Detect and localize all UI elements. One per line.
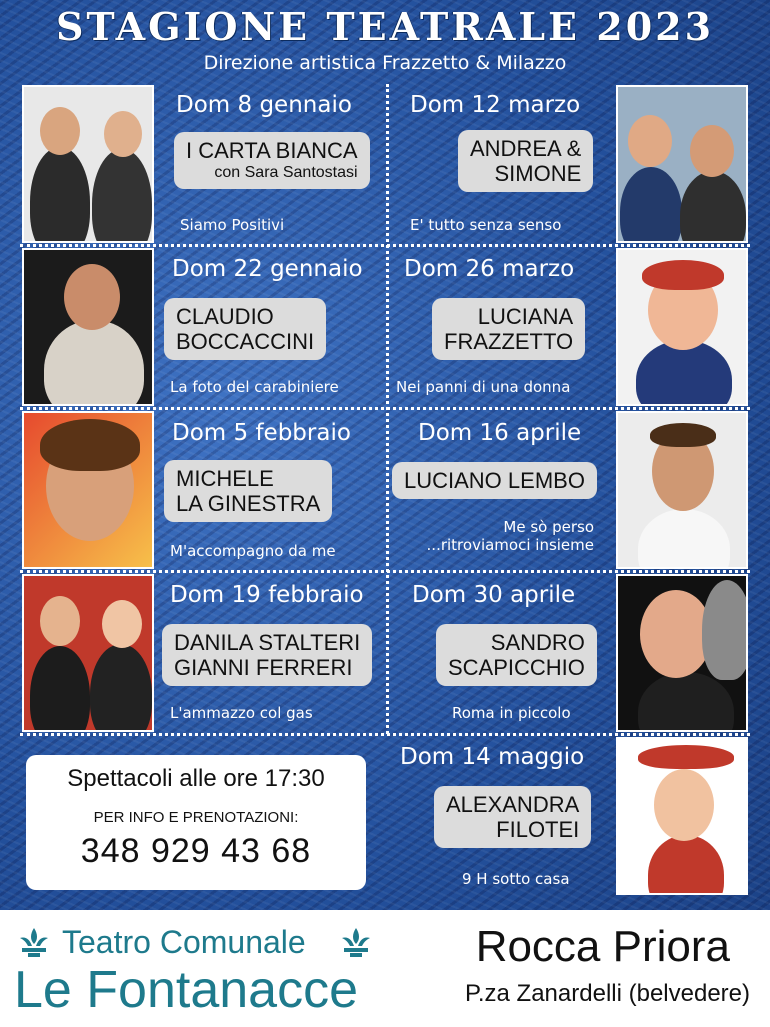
performer-name-box [174,132,370,189]
performer-name-box [434,786,591,848]
performer-name: FILOTEI [496,817,580,842]
performer-name-box [164,298,326,360]
performer-name-box [436,624,597,686]
show-title: La foto del carabiniere [170,378,339,396]
performer-name: SIMONE [494,161,582,186]
show-date: Dom 22 gennaio [172,256,363,282]
venue-address: P.za Zanardelli (belvedere) [464,980,750,1007]
performer-name: LUCIANA [477,304,574,329]
performer-name-box [458,130,593,192]
performer-name: DANILA STALTERI [174,630,361,655]
show-date: Dom 14 maggio [400,744,585,770]
performer-name: FRAZZETTO [444,329,574,354]
performer-name: LA GINESTRA [176,491,321,516]
column-divider [386,84,389,734]
show-date: Dom 12 marzo [410,92,581,118]
show-date: Dom 5 febbraio [172,420,351,446]
show-title: Siamo Positivi [180,216,285,234]
theatre-venue: Le Fontanacce [14,961,359,1019]
performer-name-box [432,298,585,360]
show-date: Dom 30 aprile [412,582,576,608]
performer-name: SANDRO [490,630,585,655]
show-title: Roma in piccolo [452,704,571,722]
show-title: Nei panni di una donna [396,378,571,396]
footer [0,910,770,1027]
artistic-direction: Direzione artistica Frazzetto & Milazzo [203,52,567,74]
performer-name: ALEXANDRA [446,792,580,817]
performer-name: BOCCACCINI [176,329,315,354]
show-date: Dom 26 marzo [404,256,575,282]
show-title-line: Me sò perso [503,518,594,536]
performer-name: SCAPICCHIO [448,655,585,680]
show-title-line: ...ritroviamoci insieme [426,536,594,554]
performer-photo [616,248,748,406]
fountain-icon [16,924,52,958]
show-date: Dom 8 gennaio [176,92,352,118]
town-name: Rocca Priora [475,922,730,971]
performer-name: MICHELE [176,466,274,491]
performer-photo [22,411,154,569]
performer-photo [22,248,154,406]
performer-name: GIANNI FERRERI [174,655,353,680]
show-title: L'ammazzo col gas [170,704,313,722]
poster-title: STAGIONE TEATRALE 2023 [55,4,715,49]
performer-name: I CARTA BIANCA [186,138,358,163]
show-date: Dom 19 febbraio [170,582,364,608]
show-time: Spettacoli alle ore 17:30 [67,765,325,792]
show-title: 9 H sotto casa [462,870,570,888]
performer-guest: con Sara Santostasi [214,164,358,181]
row-divider [20,244,750,247]
performer-name-box [164,460,332,522]
performer-name-box [392,462,597,499]
info-box [26,755,366,890]
performer-photo [616,737,748,895]
show-title [427,518,594,554]
fountain-icon [338,924,374,958]
theatre-name: Teatro Comunale [62,924,306,960]
row-divider [20,733,750,736]
performer-photo [22,85,154,243]
booking-phone: 348 929 43 68 [80,832,312,870]
performer-name: LUCIANO LEMBO [404,468,585,493]
show-title: E' tutto senza senso [410,216,562,234]
row-divider [20,407,750,410]
performer-name-box [162,624,372,686]
booking-label: PER INFO E PRENOTAZIONI: [93,809,299,826]
show-date: Dom 16 aprile [418,420,582,446]
row-divider [20,570,750,573]
performer-name: ANDREA & [470,136,582,161]
performer-name: CLAUDIO [176,304,274,329]
show-title: M'accompagno da me [170,542,336,560]
performer-photo [616,411,748,569]
performer-photo [616,85,748,243]
performer-photo [22,574,154,732]
performer-photo [616,574,748,732]
